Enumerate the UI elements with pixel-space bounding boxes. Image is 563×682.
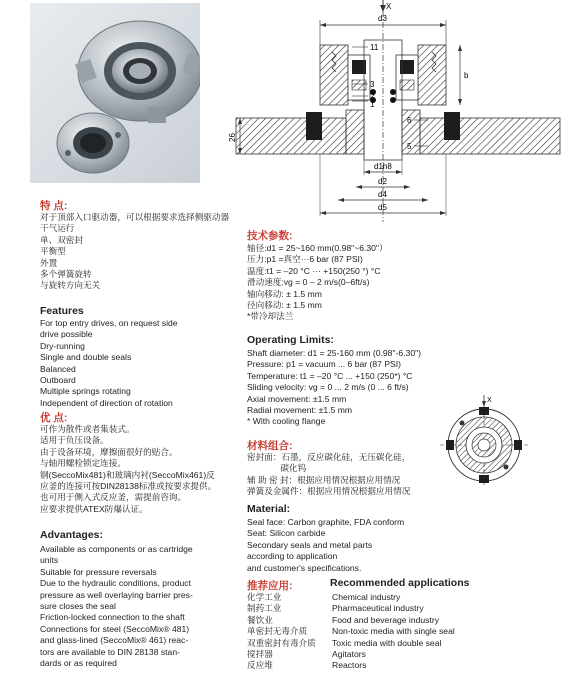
cn-tech-list — [247, 243, 447, 323]
callout-3: 3 — [370, 80, 375, 89]
list-item: Friction-locked connection to the shaft — [40, 612, 185, 623]
list-item: Pharmaceutical industry — [332, 603, 424, 614]
list-item: 应釜的连接可按DIN28138标准或按要求提供。 — [40, 481, 217, 492]
seal-cross-section-drawing — [228, 0, 563, 225]
en-tech-list — [247, 348, 447, 428]
list-item: 也可用于侧入式反应釜，需提前咨询。 — [40, 492, 187, 503]
list-item: Seat: Silicon carbide — [247, 528, 326, 539]
list-item: Temperature: t1 = –20 °C ... +150 (250*) °C — [247, 370, 413, 381]
list-item: 滑动速度:vg = 0 – 2 m/s(0–6ft/s) — [247, 277, 370, 288]
list-item: 钢(SeccoMix481)和玻璃内衬(SeccoMix461)反 — [40, 469, 215, 480]
callout-2: 2 — [370, 92, 375, 101]
dim-b: b — [464, 71, 469, 80]
list-item: Reactors — [332, 660, 367, 671]
list-item: 由于设备环境，摩擦面很好的贴合。 — [40, 446, 178, 457]
list-item: Shaft diameter: d1 = 25-160 mm (0.98"-6.30") — [247, 348, 422, 358]
list-item: Sliding velocity: vg = 0 ... 2 m/s (0 ... 6 ft/s) — [247, 382, 409, 393]
cn-material-title: 材料组合: — [247, 440, 293, 452]
cn-features-list — [40, 212, 240, 292]
list-item: 适用于负压设备。 — [40, 435, 109, 446]
list-item: Agitators — [332, 649, 366, 660]
cn-tech-title: 技术参数: — [247, 230, 293, 242]
list-item: sure closes the seal — [40, 601, 116, 612]
list-item: 密封面：石墨，反应碳化硅，无压碳化硅， — [247, 452, 411, 462]
en-advantages-list — [40, 544, 245, 669]
list-item: Outboard — [40, 375, 76, 386]
list-item: Food and beverage industry — [332, 614, 440, 625]
en-advantages-title: Advantages: — [40, 529, 104, 541]
list-item: Connections for steel (SeccoMix® 481) — [40, 623, 190, 634]
en-applications-title: Recommended applications — [330, 577, 470, 589]
product-photo — [30, 3, 200, 183]
en-features-list — [40, 318, 240, 409]
list-item: 化学工业 — [247, 592, 282, 602]
list-item: pressure as well overlaying barrier pres- — [40, 589, 193, 600]
list-item: 平衡型 — [40, 246, 66, 257]
list-item: Seal face: Carbon graphite, FDA conform — [247, 517, 405, 527]
list-item: 轴向移动: ± 1.5 mm — [247, 288, 322, 299]
cn-features-title: 特 点: — [40, 200, 68, 212]
list-item: Balanced — [40, 363, 76, 374]
list-item: Pressure: p1 = vacuum ... 6 bar (87 PSI) — [247, 359, 402, 370]
dim-d2: d2 — [378, 177, 387, 186]
list-item: Chemical industry — [332, 592, 401, 602]
en-material-list — [247, 517, 447, 574]
list-item: 弹簧及金属件：根据应用情况根据应用情况 — [247, 486, 411, 497]
list-item: Axial movement: ±1.5 mm — [247, 393, 347, 404]
dim-d3: d3 — [378, 14, 387, 23]
dim-d4: d4 — [378, 190, 387, 199]
list-item: Available as components or as cartridge — [40, 544, 193, 554]
en-material-title: Material: — [247, 503, 291, 515]
dim-d1: d1h8 — [374, 162, 392, 171]
list-item: 轴径:d1 = 25~160 mm(0.98"~6.30"） — [247, 243, 388, 253]
list-item: Toxic media with double seal — [332, 637, 442, 648]
list-item: 可作为散件或者集装式。 — [40, 424, 135, 434]
list-item: units — [40, 555, 59, 566]
list-item: 干气运行 — [40, 223, 75, 234]
list-item: drive possible — [40, 329, 93, 340]
cn-applications-title: 推荐应用: — [247, 580, 293, 592]
list-item: 单、双密封 — [40, 234, 83, 245]
list-item: Radial movement: ±1.5 mm — [247, 405, 353, 416]
list-item: For top entry drives, on request side — [40, 318, 178, 328]
list-item: according to application — [247, 551, 338, 562]
callout-11: 11 — [370, 43, 379, 52]
dim-26: 26 — [228, 133, 237, 142]
list-item: 与轴用螺栓锁定连接。 — [40, 458, 126, 469]
dim-d5: d5 — [378, 203, 387, 212]
list-item: *带冷却法兰 — [247, 311, 294, 322]
list-item: 温度:t1 = –20 °C ··· +150(250 °) °C — [247, 265, 381, 276]
list-item: 碳化钨 — [247, 463, 307, 474]
cn-applications-list — [247, 592, 329, 672]
cn-material-list — [247, 452, 432, 498]
list-item: 压力:p1 =真空···6 bar (87 PSI) — [247, 254, 363, 265]
list-item: and glass-lined (SeccoMix® 461) reac- — [40, 635, 189, 646]
callout-5: 5 — [407, 142, 412, 151]
seal-photo-illustration — [30, 3, 200, 183]
list-item: 辅 助 密 封：根据应用情况根据应用情况 — [247, 474, 401, 485]
list-item: Independent of direction of rotation — [40, 397, 173, 408]
list-item: 单密封无毒介质 — [247, 626, 308, 637]
cn-advantages-title: 优 点: — [40, 412, 68, 424]
list-item: Suitable for pressure reversals — [40, 566, 157, 577]
list-item: 制药工业 — [247, 603, 282, 614]
list-item: dards or as required — [40, 658, 117, 669]
list-item: 径向移动: ± 1.5 mm — [247, 300, 322, 311]
list-item: 双重密封有毒介质 — [247, 637, 316, 648]
list-item: Secondary seals and metal parts — [247, 539, 373, 550]
list-item: Due to the hydraulic conditions, product — [40, 578, 191, 589]
seal-top-view-drawing — [432, 393, 532, 488]
list-item: 搅拌器 — [247, 649, 273, 660]
callout-6: 6 — [407, 116, 412, 125]
list-item: Dry-running — [40, 340, 85, 351]
list-item: 反应堆 — [247, 660, 273, 671]
en-tech-title: Operating Limits: — [247, 334, 334, 346]
list-item: 多个弹簧旋转 — [40, 269, 92, 280]
x-mark: X — [386, 2, 392, 11]
list-item: 对于顶部入口驱动器，可以根据要求选择侧驱动器 — [40, 212, 230, 222]
list-item: 餐饮业 — [247, 614, 273, 625]
list-item: tors are available to DIN 28138 stan- — [40, 646, 180, 657]
cn-advantages-list — [40, 424, 245, 515]
callout-1: 1 — [370, 100, 375, 109]
list-item: and customer's specifications. — [247, 562, 362, 573]
en-features-title: Features — [40, 305, 84, 317]
list-item: Multiple springs rotating — [40, 386, 131, 397]
list-item: 应要求提供ATEX防爆认证。 — [40, 503, 148, 514]
list-item: Non-toxic media with single seal — [332, 626, 455, 637]
en-applications-list — [332, 592, 532, 672]
list-item: * With cooling flange — [247, 416, 326, 427]
list-item: 外置 — [40, 257, 58, 268]
list-item: 与旋转方向无关 — [40, 280, 101, 291]
top-view-x-mark: X — [487, 397, 492, 404]
list-item: Single and double seals — [40, 352, 132, 363]
